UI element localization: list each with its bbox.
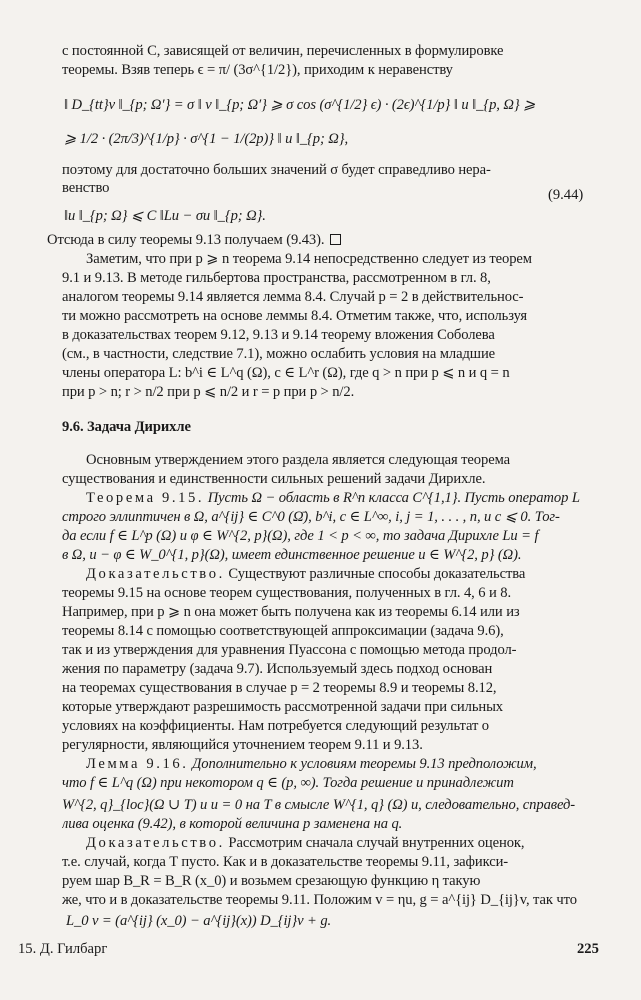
- footer-signature: 15. Д. Гилбарг: [18, 941, 108, 957]
- text-line: строго эллиптичен в Ω, a^{ij} ∈ C^0 (Ω̄), b^i, c ∈ L^∞, i, j = 1, . . . , n, и c ⩽ 0. Тог-: [62, 509, 560, 525]
- display-equation: ‖u ‖_{p; Ω} ⩽ C ‖Lu − σu ‖_{p; Ω}.: [64, 208, 266, 224]
- text-line: которые утверждают разрешимость рассмотренной задачи при сильных: [62, 699, 503, 715]
- proof-label: Доказательство.: [86, 835, 225, 851]
- text-line: члены оператора L: b^i ∈ L^q (Ω), c ∈ L^r (Ω), где q > n при p ⩽ n и q = n: [62, 365, 510, 381]
- section-heading: 9.6. Задача Дирихле: [62, 419, 191, 435]
- text-line: (см., в частности, следствие 7.1), можно ослабить условия на младшие: [62, 346, 496, 362]
- text-line: же, что и в доказательстве теоремы 9.11. Положим v = ηu, g = a^{ij} D_{ij}v, так что: [62, 892, 577, 908]
- text-line: существования и единственности сильных решений задачи Дирихле.: [62, 471, 486, 487]
- display-equation: L_0 v = (a^{ij} (x_0) − a^{ij}(x)) D_{ij}v + g.: [66, 913, 332, 929]
- theorem-label: Теорема 9.15.: [86, 490, 205, 506]
- text-line: так и из утверждения для уравнения Пуассона с помощью метода продол-: [62, 642, 517, 658]
- text-line: с постоянной C, зависящей от величин, перечисленных в формулировке: [62, 43, 504, 59]
- lemma-label: Лемма 9.16.: [86, 756, 189, 772]
- page-number: 225: [577, 941, 599, 957]
- text-line: 9.1 и 9.13. В методе гильбертова пространства, рассмотренном в гл. 8,: [62, 270, 491, 286]
- text-line: т.е. случай, когда T пусто. Как и в доказательстве теоремы 9.11, зафикси-: [62, 854, 509, 870]
- text-line: аналогом теоремы 9.14 является лемма 8.4. Случай p = 2 в действительнос-: [62, 289, 524, 305]
- equation-number: (9.44): [548, 187, 584, 203]
- theorem-statement: [86, 489, 606, 508]
- proof-label: Доказательство.: [86, 566, 225, 582]
- text-line: венство: [62, 180, 110, 196]
- text-line: W^{2, q}_{loc}(Ω ∪ T) и u = 0 на T в смысле W^{1, q} (Ω) и, следовательно, справед-: [62, 797, 576, 813]
- text-line: лива оценка (9.42), в которой величина p заменена на q.: [62, 816, 403, 832]
- text-line: Дополнительно к условиям теоремы 9.13 предположим,: [192, 756, 537, 772]
- text-line: регулярности, являющийся уточнением теорем 9.11 и 9.13.: [62, 737, 423, 753]
- text-line: Отсюда в силу теоремы 9.13 получаем (9.43).: [47, 232, 325, 248]
- text-line: теоремы 8.14 с помощью соответствующей аппроксимации (задача 9.6),: [62, 623, 504, 639]
- text-line: ти можно рассмотреть на основе леммы 8.4. Отметим также, что, используя: [62, 308, 528, 324]
- qed-box-icon: [330, 234, 341, 245]
- text-line: теоремы. Взяв теперь ϵ = π/ (3σ^{1/2}), приходим к неравенству: [62, 62, 453, 78]
- text-line: жения по параметру (задача 9.7). Используемый здесь подход основан: [62, 661, 493, 677]
- text-line: [47, 231, 607, 250]
- text-line: теоремы 9.15 на основе теорем существования, полученных в гл. 4, 6 и 8.: [62, 585, 512, 601]
- display-equation: ‖ D_{tt}v ‖_{p; Ω′} = σ ‖ v ‖_{p; Ω′} ⩾ σ cos (σ^{1/2} ϵ) · (2ϵ)^{1/p} ‖ u ‖_{p, Ω} ⩾: [64, 97, 536, 113]
- proof-line: [86, 834, 606, 853]
- text-line: поэтому для достаточно больших значений σ будет справедливо нера-: [62, 162, 491, 178]
- text-line: Заметим, что при p ⩾ n теорема 9.14 непосредственно следует из теорем: [86, 251, 532, 267]
- display-equation: ⩾ 1/2 · (2π/3)^{1/p} · σ^{1 − 1/(2p)} ‖ u ‖_{p; Ω},: [64, 131, 349, 147]
- text-line: условиях на коэффициенты. Нам потребуется следующий результат о: [62, 718, 489, 734]
- text-line: что f ∈ L^q (Ω) при некотором q ∈ (p, ∞). Тогда решение и принадлежит: [62, 775, 514, 791]
- text-line: Рассмотрим сначала случай внутренних оценок,: [228, 835, 525, 851]
- text-line: на теоремах существования в случае p = 2 теоремы 8.9 и теоремы 8.12,: [62, 680, 497, 696]
- text-line: при p > n; r > n/2 при p ⩽ n/2 и r = p при p > n/2.: [62, 384, 355, 400]
- lemma-statement: [86, 755, 606, 774]
- text-line: Основным утверждением этого раздела является следующая теорема: [86, 452, 510, 468]
- text-line: Пусть Ω − область в R^n класса C^{1,1}. Пусть оператор L: [207, 490, 580, 506]
- text-line: да если f ∈ L^p (Ω) и φ ∈ W^{2, p}(Ω), где 1 < p < ∞, то задача Дирихле Lu = f: [62, 528, 539, 544]
- text-line: Существуют различные способы доказательства: [228, 566, 526, 582]
- text-line: в доказательствах теорем 9.12, 9.13 и 9.14 теорему вложения Соболева: [62, 327, 495, 343]
- proof-line: [86, 565, 606, 584]
- text-line: руем шар B_R = B_R (x_0) и возьмем срезающую функцию η такую: [62, 873, 481, 889]
- text-line: Например, при p ⩾ n она может быть получена как из теоремы 6.14 или из: [62, 604, 520, 620]
- text-line: в Ω, u − φ ∈ W_0^{1, p}(Ω), имеет единственное решение u ∈ W^{2, p} (Ω).: [62, 547, 522, 563]
